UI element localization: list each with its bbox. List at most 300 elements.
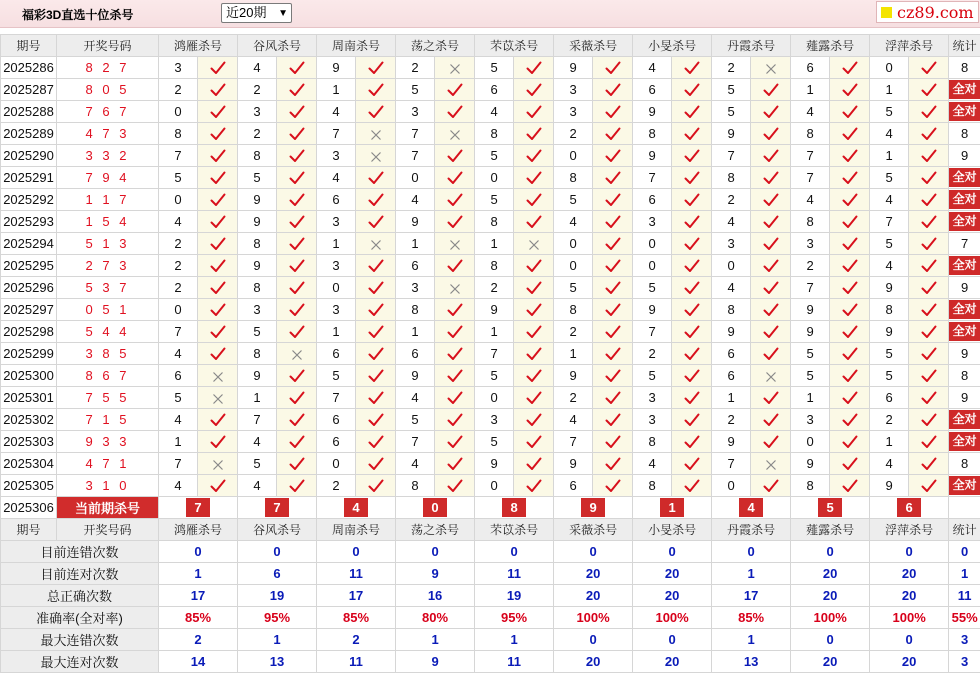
summary-row bbox=[1, 651, 980, 673]
issue-cell: 2025289 bbox=[1, 123, 57, 145]
header-killer[interactable]: 芣苡杀号 bbox=[475, 35, 554, 57]
kill-digit-cell: 0 bbox=[159, 299, 198, 321]
result-right-cell bbox=[672, 299, 712, 321]
check-icon bbox=[289, 259, 305, 273]
summary-value: 13 bbox=[238, 651, 317, 673]
result-right-cell bbox=[909, 365, 949, 387]
result-wrong-cell bbox=[751, 453, 791, 475]
result-right-cell bbox=[198, 123, 238, 145]
kill-digit-cell: 5 bbox=[475, 365, 514, 387]
result-wrong-cell bbox=[514, 233, 554, 255]
summary-value: 0 bbox=[554, 541, 633, 563]
kill-digit-cell: 1 bbox=[396, 233, 435, 255]
check-icon bbox=[289, 303, 305, 317]
check-icon bbox=[921, 105, 937, 119]
check-icon bbox=[842, 83, 858, 97]
result-right-cell bbox=[277, 299, 317, 321]
brand-logo[interactable] bbox=[876, 1, 979, 23]
check-icon bbox=[289, 325, 305, 339]
result-right-cell bbox=[830, 277, 870, 299]
result-right-cell bbox=[672, 189, 712, 211]
result-right-cell bbox=[909, 145, 949, 167]
result-right-cell bbox=[909, 167, 949, 189]
result-right-cell bbox=[198, 167, 238, 189]
all-right-badge: 全对 bbox=[949, 80, 980, 99]
summary-value: 1 bbox=[396, 629, 475, 651]
result-right-cell bbox=[198, 57, 238, 79]
check-icon bbox=[289, 391, 305, 405]
stat-cell bbox=[949, 79, 980, 101]
summary-value: 0 bbox=[238, 541, 317, 563]
kill-digit-cell: 2 bbox=[396, 57, 435, 79]
kill-digit-cell: 9 bbox=[633, 145, 672, 167]
kill-digit-cell: 5 bbox=[475, 145, 514, 167]
stat-cell bbox=[949, 255, 980, 277]
current-kill-number: 0 bbox=[423, 498, 447, 517]
result-right-cell bbox=[198, 211, 238, 233]
header-killer[interactable]: 丹霞杀号 bbox=[712, 35, 791, 57]
check-icon bbox=[368, 281, 384, 295]
kill-digit-cell: 2 bbox=[159, 277, 198, 299]
kill-digit-cell: 0 bbox=[870, 57, 909, 79]
kill-digit-cell: 3 bbox=[554, 79, 593, 101]
all-right-badge: 全对 bbox=[949, 300, 980, 319]
summary-value: 20 bbox=[633, 585, 712, 607]
header-killer[interactable]: 周南杀号 bbox=[317, 35, 396, 57]
header-killer[interactable]: 芣苡杀号 bbox=[475, 519, 554, 541]
kill-digit-cell: 3 bbox=[317, 145, 356, 167]
check-icon bbox=[605, 303, 621, 317]
result-right-cell bbox=[909, 321, 949, 343]
result-right-cell bbox=[751, 79, 791, 101]
result-right-cell bbox=[435, 365, 475, 387]
summary-value: 20 bbox=[870, 563, 949, 585]
header-killer[interactable]: 鸿雁杀号 bbox=[159, 35, 238, 57]
period-select[interactable] bbox=[221, 3, 292, 23]
kill-digit-cell: 8 bbox=[712, 167, 751, 189]
result-right-cell bbox=[435, 101, 475, 123]
check-icon bbox=[921, 237, 937, 251]
header-killer[interactable]: 荡之杀号 bbox=[396, 519, 475, 541]
kill-digit-cell: 4 bbox=[396, 387, 435, 409]
summary-row bbox=[1, 541, 980, 563]
result-wrong-cell bbox=[198, 365, 238, 387]
kill-digit-cell: 9 bbox=[396, 365, 435, 387]
kill-digit-cell: 4 bbox=[238, 475, 277, 497]
result-right-cell bbox=[514, 277, 554, 299]
result-right-cell bbox=[830, 387, 870, 409]
check-icon bbox=[684, 479, 700, 493]
issue-cell: 2025292 bbox=[1, 189, 57, 211]
summary-value: 0 bbox=[475, 541, 554, 563]
kill-digit-cell: 4 bbox=[317, 101, 356, 123]
check-icon bbox=[447, 347, 463, 361]
issue-cell: 2025293 bbox=[1, 211, 57, 233]
header-killer[interactable]: 小旻杀号 bbox=[633, 35, 712, 57]
stat-cell: 8 bbox=[949, 453, 980, 475]
result-right-cell bbox=[514, 145, 554, 167]
result-right-cell bbox=[672, 387, 712, 409]
kill-digit-cell: 7 bbox=[633, 321, 672, 343]
check-icon bbox=[684, 303, 700, 317]
check-icon bbox=[842, 127, 858, 141]
kill-digit-cell: 8 bbox=[633, 123, 672, 145]
result-right-cell bbox=[277, 453, 317, 475]
summary-stat: 3 bbox=[949, 651, 980, 673]
table-row bbox=[1, 101, 980, 123]
check-icon bbox=[605, 105, 621, 119]
summary-value: 85% bbox=[712, 607, 791, 629]
check-icon bbox=[763, 479, 779, 493]
result-right-cell bbox=[672, 211, 712, 233]
kill-digit-cell: 7 bbox=[633, 167, 672, 189]
result-right-cell bbox=[593, 409, 633, 431]
result-right-cell bbox=[198, 475, 238, 497]
check-icon bbox=[368, 391, 384, 405]
current-kill-cell bbox=[712, 497, 791, 519]
kill-digit-cell: 3 bbox=[238, 299, 277, 321]
summary-value: 14 bbox=[159, 651, 238, 673]
check-icon bbox=[684, 83, 700, 97]
brand-text: cz89.com bbox=[897, 2, 974, 23]
summary-value: 0 bbox=[159, 541, 238, 563]
check-icon bbox=[289, 413, 305, 427]
result-right-cell bbox=[593, 211, 633, 233]
check-icon bbox=[289, 127, 305, 141]
draw-numbers-cell: 5 3 7 bbox=[57, 277, 159, 299]
check-icon bbox=[605, 435, 621, 449]
current-kill-number: 4 bbox=[344, 498, 368, 517]
summary-value: 20 bbox=[870, 585, 949, 607]
header-killer[interactable]: 薤露杀号 bbox=[791, 519, 870, 541]
result-right-cell bbox=[830, 57, 870, 79]
result-right-cell bbox=[751, 431, 791, 453]
stat-cell bbox=[949, 211, 980, 233]
summary-label: 最大连错次数 bbox=[1, 629, 159, 651]
result-right-cell bbox=[277, 167, 317, 189]
header-killer[interactable]: 荡之杀号 bbox=[396, 35, 475, 57]
check-icon bbox=[289, 369, 305, 383]
check-icon bbox=[605, 171, 621, 185]
check-icon bbox=[210, 413, 226, 427]
kill-digit-cell: 4 bbox=[870, 123, 909, 145]
kill-digit-cell: 7 bbox=[396, 431, 435, 453]
table-row bbox=[1, 365, 980, 387]
current-kill-number: 5 bbox=[818, 498, 842, 517]
result-right-cell bbox=[751, 255, 791, 277]
kill-digit-cell: 7 bbox=[317, 387, 356, 409]
header-killer[interactable]: 浮萍杀号 bbox=[870, 519, 949, 541]
result-right-cell bbox=[751, 277, 791, 299]
check-icon bbox=[842, 61, 858, 75]
check-icon bbox=[210, 127, 226, 141]
table-row bbox=[1, 167, 980, 189]
result-right-cell bbox=[672, 101, 712, 123]
result-right-cell bbox=[909, 233, 949, 255]
kill-digit-cell: 4 bbox=[396, 189, 435, 211]
result-right-cell bbox=[593, 431, 633, 453]
result-right-cell bbox=[830, 79, 870, 101]
kill-digit-cell: 5 bbox=[317, 365, 356, 387]
check-icon bbox=[605, 149, 621, 163]
result-right-cell bbox=[830, 167, 870, 189]
check-icon bbox=[684, 149, 700, 163]
result-right-cell bbox=[909, 123, 949, 145]
result-right-cell bbox=[830, 409, 870, 431]
current-stat-cell bbox=[949, 497, 980, 519]
result-right-cell bbox=[751, 167, 791, 189]
summary-value: 17 bbox=[317, 585, 396, 607]
stat-cell: 9 bbox=[949, 277, 980, 299]
summary-value: 0 bbox=[791, 541, 870, 563]
cross-icon bbox=[370, 129, 382, 141]
header-killer[interactable]: 浮萍杀号 bbox=[870, 35, 949, 57]
check-icon bbox=[842, 281, 858, 295]
kill-digit-cell: 2 bbox=[159, 79, 198, 101]
result-right-cell bbox=[909, 409, 949, 431]
header-killer[interactable]: 丹霞杀号 bbox=[712, 519, 791, 541]
check-icon bbox=[921, 479, 937, 493]
result-right-cell bbox=[198, 431, 238, 453]
kill-digit-cell: 6 bbox=[317, 409, 356, 431]
check-icon bbox=[289, 237, 305, 251]
check-icon bbox=[921, 325, 937, 339]
summary-value: 100% bbox=[870, 607, 949, 629]
issue-cell: 2025288 bbox=[1, 101, 57, 123]
summary-value: 0 bbox=[554, 629, 633, 651]
check-icon bbox=[605, 479, 621, 493]
check-icon bbox=[447, 259, 463, 273]
result-right-cell bbox=[198, 277, 238, 299]
header-killer[interactable]: 采薇杀号 bbox=[554, 35, 633, 57]
result-right-cell bbox=[356, 101, 396, 123]
kill-digit-cell: 4 bbox=[159, 211, 198, 233]
result-right-cell bbox=[672, 167, 712, 189]
summary-value: 13 bbox=[712, 651, 791, 673]
all-right-badge: 全对 bbox=[949, 212, 980, 231]
result-right-cell bbox=[751, 211, 791, 233]
check-icon bbox=[289, 215, 305, 229]
result-right-cell bbox=[198, 299, 238, 321]
issue-cell: 2025295 bbox=[1, 255, 57, 277]
check-icon bbox=[684, 193, 700, 207]
result-right-cell bbox=[909, 211, 949, 233]
current-kill-number: 1 bbox=[660, 498, 684, 517]
kill-digit-cell: 8 bbox=[238, 277, 277, 299]
result-right-cell bbox=[514, 57, 554, 79]
kill-digit-cell: 4 bbox=[554, 409, 593, 431]
check-icon bbox=[605, 281, 621, 295]
cross-icon bbox=[212, 371, 224, 383]
check-icon bbox=[368, 61, 384, 75]
result-wrong-cell bbox=[751, 57, 791, 79]
kill-digit-cell: 5 bbox=[159, 387, 198, 409]
result-right-cell bbox=[435, 189, 475, 211]
kill-digit-cell: 9 bbox=[396, 211, 435, 233]
result-wrong-cell bbox=[435, 277, 475, 299]
kill-digit-cell: 9 bbox=[475, 299, 514, 321]
result-right-cell bbox=[198, 233, 238, 255]
table-row bbox=[1, 189, 980, 211]
all-right-badge: 全对 bbox=[949, 432, 980, 451]
kill-digit-cell: 4 bbox=[159, 343, 198, 365]
kill-digit-cell: 0 bbox=[554, 233, 593, 255]
kill-digit-cell: 5 bbox=[870, 365, 909, 387]
result-right-cell bbox=[356, 475, 396, 497]
kill-digit-cell: 9 bbox=[238, 211, 277, 233]
result-right-cell bbox=[909, 255, 949, 277]
result-right-cell bbox=[593, 475, 633, 497]
kill-digit-cell: 0 bbox=[712, 475, 751, 497]
kill-digit-cell: 7 bbox=[554, 431, 593, 453]
kill-digit-cell: 8 bbox=[238, 145, 277, 167]
kill-digit-cell: 5 bbox=[475, 431, 514, 453]
summary-value: 0 bbox=[791, 629, 870, 651]
result-right-cell bbox=[435, 299, 475, 321]
check-icon bbox=[210, 237, 226, 251]
check-icon bbox=[368, 413, 384, 427]
kill-digit-cell: 9 bbox=[712, 431, 751, 453]
kill-digit-cell: 9 bbox=[238, 189, 277, 211]
header-killer[interactable]: 薤露杀号 bbox=[791, 35, 870, 57]
check-icon bbox=[921, 171, 937, 185]
kill-digit-cell: 7 bbox=[791, 145, 830, 167]
result-right-cell bbox=[593, 453, 633, 475]
kill-digit-cell: 9 bbox=[791, 321, 830, 343]
check-icon bbox=[210, 149, 226, 163]
result-right-cell bbox=[751, 233, 791, 255]
result-right-cell bbox=[356, 255, 396, 277]
stat-cell: 9 bbox=[949, 343, 980, 365]
kill-digit-cell: 7 bbox=[159, 145, 198, 167]
stat-cell: 8 bbox=[949, 365, 980, 387]
result-right-cell bbox=[830, 233, 870, 255]
result-wrong-cell bbox=[435, 57, 475, 79]
kill-digit-cell: 0 bbox=[554, 145, 593, 167]
check-icon bbox=[763, 413, 779, 427]
kill-digit-cell: 6 bbox=[712, 365, 751, 387]
summary-value: 80% bbox=[396, 607, 475, 629]
check-icon bbox=[526, 127, 542, 141]
header-killer[interactable]: 谷风杀号 bbox=[238, 519, 317, 541]
result-right-cell bbox=[672, 475, 712, 497]
result-right-cell bbox=[277, 211, 317, 233]
kill-digit-cell: 8 bbox=[396, 475, 435, 497]
header-killer[interactable]: 谷风杀号 bbox=[238, 35, 317, 57]
summary-value: 16 bbox=[396, 585, 475, 607]
result-right-cell bbox=[356, 167, 396, 189]
result-right-cell bbox=[356, 211, 396, 233]
stat-cell bbox=[949, 101, 980, 123]
result-right-cell bbox=[435, 145, 475, 167]
result-right-cell bbox=[356, 57, 396, 79]
kill-digit-cell: 4 bbox=[791, 189, 830, 211]
result-right-cell bbox=[830, 475, 870, 497]
kill-digit-cell: 0 bbox=[554, 255, 593, 277]
result-right-cell bbox=[593, 167, 633, 189]
check-icon bbox=[289, 171, 305, 185]
kill-digit-cell: 1 bbox=[712, 387, 751, 409]
stat-cell: 7 bbox=[949, 233, 980, 255]
kill-digit-cell: 2 bbox=[554, 387, 593, 409]
check-icon bbox=[763, 347, 779, 361]
check-icon bbox=[763, 171, 779, 185]
summary-value: 95% bbox=[238, 607, 317, 629]
result-right-cell bbox=[830, 189, 870, 211]
kill-digit-cell: 5 bbox=[554, 189, 593, 211]
check-icon bbox=[921, 435, 937, 449]
check-icon bbox=[763, 83, 779, 97]
check-icon bbox=[684, 457, 700, 471]
result-right-cell bbox=[356, 387, 396, 409]
kill-digit-cell: 2 bbox=[633, 343, 672, 365]
result-right-cell bbox=[277, 57, 317, 79]
current-kill-cell bbox=[238, 497, 317, 519]
check-icon bbox=[447, 413, 463, 427]
kill-digit-cell: 4 bbox=[791, 101, 830, 123]
summary-value: 11 bbox=[475, 651, 554, 673]
result-right-cell bbox=[672, 57, 712, 79]
current-kill-number: 8 bbox=[502, 498, 526, 517]
kill-digit-cell: 3 bbox=[554, 101, 593, 123]
stat-cell bbox=[949, 189, 980, 211]
kill-digit-cell: 9 bbox=[238, 255, 277, 277]
check-icon bbox=[526, 259, 542, 273]
result-wrong-cell bbox=[198, 453, 238, 475]
header-killer[interactable]: 小旻杀号 bbox=[633, 519, 712, 541]
check-icon bbox=[210, 215, 226, 229]
issue-cell: 2025299 bbox=[1, 343, 57, 365]
stat-cell: 8 bbox=[949, 123, 980, 145]
issue-cell: 2025298 bbox=[1, 321, 57, 343]
table-row bbox=[1, 475, 980, 497]
issue-cell: 2025286 bbox=[1, 57, 57, 79]
check-icon bbox=[842, 347, 858, 361]
check-icon bbox=[684, 127, 700, 141]
kill-digit-cell: 1 bbox=[159, 431, 198, 453]
summary-value: 0 bbox=[633, 541, 712, 563]
kill-digit-cell: 1 bbox=[238, 387, 277, 409]
result-right-cell bbox=[277, 233, 317, 255]
cross-icon bbox=[765, 371, 777, 383]
check-icon bbox=[684, 259, 700, 273]
check-icon bbox=[368, 193, 384, 207]
result-right-cell bbox=[593, 57, 633, 79]
kill-digit-cell: 6 bbox=[791, 57, 830, 79]
result-right-cell bbox=[909, 79, 949, 101]
result-right-cell bbox=[672, 123, 712, 145]
check-icon bbox=[368, 105, 384, 119]
result-right-cell bbox=[356, 365, 396, 387]
header-killer[interactable]: 采薇杀号 bbox=[554, 519, 633, 541]
table-row bbox=[1, 277, 980, 299]
result-right-cell bbox=[435, 343, 475, 365]
result-right-cell bbox=[514, 321, 554, 343]
result-right-cell bbox=[909, 475, 949, 497]
check-icon bbox=[447, 215, 463, 229]
summary-value: 20 bbox=[554, 651, 633, 673]
summary-value: 0 bbox=[317, 541, 396, 563]
summary-value: 2 bbox=[317, 629, 396, 651]
kill-digit-cell: 1 bbox=[870, 431, 909, 453]
draw-numbers-cell: 8 0 5 bbox=[57, 79, 159, 101]
kill-digit-cell: 9 bbox=[554, 453, 593, 475]
header-killer[interactable]: 周南杀号 bbox=[317, 519, 396, 541]
check-icon bbox=[210, 105, 226, 119]
kill-digit-cell: 9 bbox=[791, 453, 830, 475]
header-killer[interactable]: 鸿雁杀号 bbox=[159, 519, 238, 541]
check-icon bbox=[526, 435, 542, 449]
